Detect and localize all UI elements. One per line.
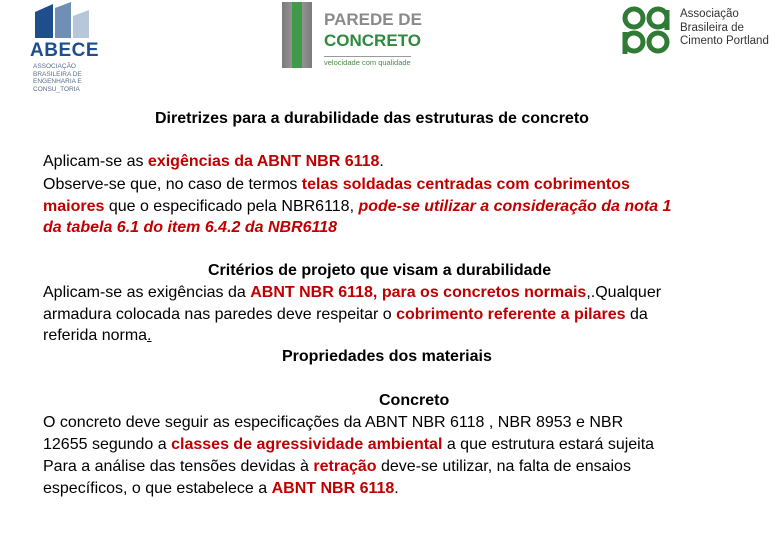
abece-logo	[25, 0, 125, 100]
page-title: Diretrizes para a durabilidade das estruturas de concreto	[155, 110, 589, 127]
parede-logo-line2: CONCRETO	[324, 31, 421, 50]
abcp-logo	[612, 0, 780, 60]
parede-de-concreto-logo	[282, 0, 427, 72]
heading-concreto: Concreto	[379, 392, 450, 409]
paragraph-3-line-2: 12655 segundo a classes de agressividade ambiental a que estrutura estará sujeita	[43, 436, 655, 453]
paragraph-1-line-2: Observe-se que, no caso de termos telas soldadas centradas com cobrimentos	[43, 176, 630, 193]
heading-criterios: Critérios de projeto que visam a durabilidade	[208, 262, 552, 279]
abece-subtitle: ASSOCIAÇÃO BRASILEIRA DE ENGENHARIA E CONSU_TORIA	[33, 63, 82, 93]
concrete-wall-icon	[282, 2, 312, 68]
paragraph-2-line-1: Aplicam-se as exigências da ABNT NBR 6118, para os concretos normais,.Qualquer	[43, 284, 662, 301]
paragraph-3-line-4: específicos, o que estabelece a ABNT NBR 6118.	[43, 480, 399, 497]
paragraph-3-line-3: Para a análise das tensões devidas à retração deve-se utilizar, na falta de ensaios	[43, 458, 631, 475]
heading-propriedades: Propriedades dos materiais	[282, 348, 492, 365]
parede-logo-tagline: velocidade com qualidade	[324, 58, 411, 67]
parede-logo-line1: PAREDE DE	[324, 10, 422, 29]
paragraph-1-line-4: da tabela 6.1 do item 6.4.2 da NBR6118	[43, 219, 338, 236]
abcp-name: Associação Brasileira de Cimento Portland	[680, 8, 769, 47]
abcp-mark-icon	[618, 2, 674, 58]
abece-name: ABECE	[30, 40, 100, 61]
paragraph-1-line-3: maiores que o especificado pela NBR6118, pode-se utilizar a consideração da nota 1	[43, 198, 672, 215]
paragraph-2-line-2: armadura colocada nas paredes deve respeitar o cobrimento referente a pilares da	[43, 306, 648, 323]
paragraph-3-line-1: O concreto deve seguir as especificações da ABNT NBR 6118 , NBR 8953 e NBR	[43, 414, 624, 431]
paragraph-1-line-1: Aplicam-se as exigências da ABNT NBR 6118.	[43, 153, 384, 170]
abece-building-icon	[31, 2, 91, 38]
paragraph-2-line-3: referida norma.	[43, 327, 152, 344]
